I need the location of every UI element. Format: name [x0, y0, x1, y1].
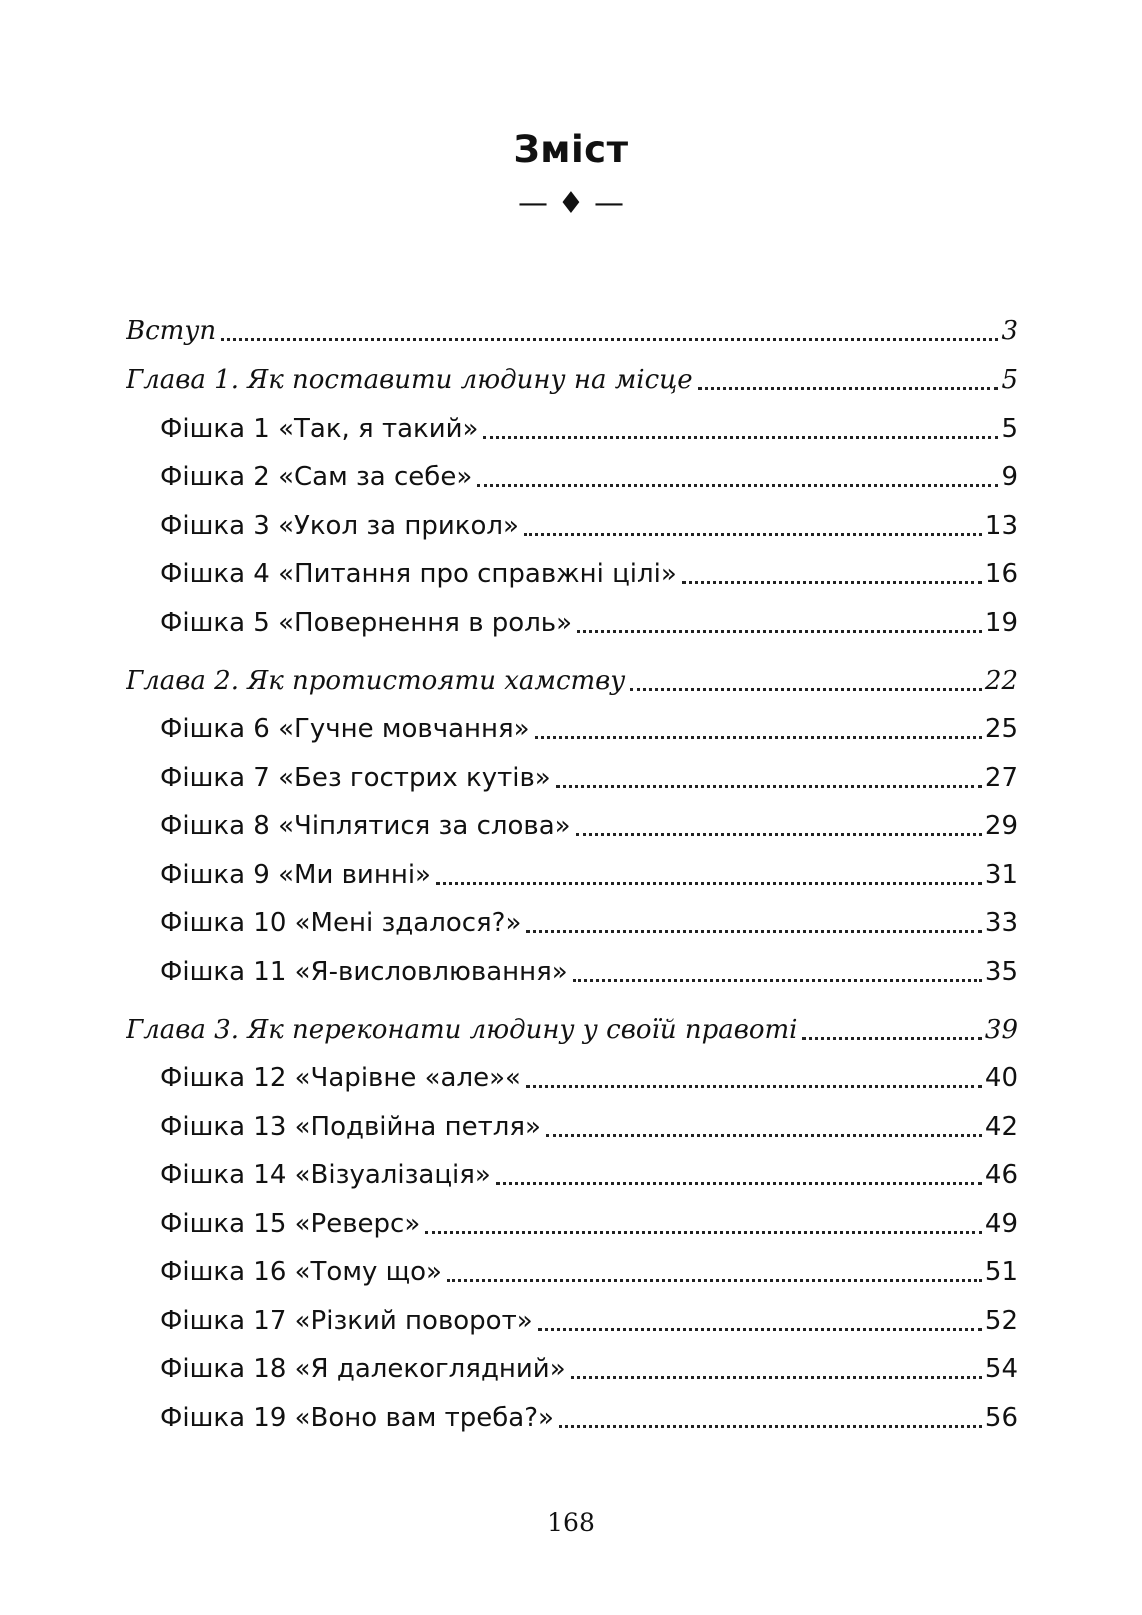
toc-entry-label: Фішка 3 «Укол за прикол» [160, 508, 521, 544]
dot-leader [538, 1328, 982, 1331]
toc-entry-label: Фішка 4 «Питання про справжні цілі» [160, 556, 679, 592]
toc-entry-label: Фішка 19 «Воно вам треба?» [160, 1400, 556, 1436]
toc-item-entry[interactable] [126, 544, 1018, 593]
toc-item-entry[interactable] [126, 1048, 1018, 1097]
toc-entry-label: Фішка 15 «Реверс» [160, 1206, 422, 1242]
toc-entry-page: 39 [984, 1014, 1018, 1045]
dot-leader [447, 1279, 982, 1282]
page-title: Зміст [513, 128, 629, 171]
toc-item-entry[interactable] [126, 1145, 1018, 1194]
toc-item-entry[interactable] [126, 1339, 1018, 1388]
toc-entry-page: 52 [984, 1305, 1018, 1336]
toc-entry-page: 46 [984, 1160, 1018, 1190]
toc-entry-page: 9 [1001, 462, 1018, 492]
toc-entry-page: 33 [984, 908, 1018, 938]
toc-item-entry[interactable] [126, 1193, 1018, 1242]
dot-leader [477, 484, 998, 487]
toc-item-entry[interactable] [126, 699, 1018, 748]
toc-entry-label: Глава 3. Як переконати людину у своїй правоті [126, 1012, 799, 1048]
toc-entry-page: 31 [984, 859, 1018, 890]
toc-entry-page: 16 [984, 559, 1018, 589]
toc-entry-label: Фішка 12 «Чарівне «але»« [160, 1060, 523, 1096]
dot-leader [425, 1231, 982, 1234]
dot-leader [526, 930, 982, 933]
toc-item-entry[interactable] [126, 941, 1018, 990]
toc-chapter-entry[interactable] [126, 641, 1018, 699]
toc-item-entry[interactable] [126, 495, 1018, 544]
dot-leader [573, 979, 982, 982]
toc-entry-page: 27 [984, 762, 1018, 793]
dot-leader [698, 387, 999, 390]
toc-entry-page: 54 [984, 1354, 1018, 1384]
toc-entry-label: Фішка 9 «Ми винні» [160, 857, 433, 893]
toc-entry-label: Фішка 14 «Візуалізація» [160, 1157, 493, 1193]
toc-entry-page: 22 [984, 665, 1018, 696]
toc-entry-page: 51 [984, 1257, 1018, 1287]
dot-leader [802, 1037, 981, 1040]
toc-entry-page: 35 [984, 956, 1018, 987]
toc-item-entry[interactable] [126, 592, 1018, 641]
toc-entry-label: Глава 1. Як поставити людину на місце [126, 362, 695, 398]
page-number: 168 [547, 1508, 595, 1537]
toc-entry-page: 19 [984, 607, 1018, 638]
dot-leader [524, 533, 982, 536]
toc-entry-label: Фішка 1 «Так, я такий» [160, 411, 480, 447]
toc-item-entry[interactable] [126, 1096, 1018, 1145]
title-ornament: — ♦ — [518, 186, 624, 221]
toc-entry-label: Фішка 18 «Я далекоглядний» [160, 1351, 568, 1387]
dot-leader [526, 1085, 982, 1088]
toc-entry-label: Вступ [126, 313, 218, 349]
dot-leader [556, 785, 982, 788]
toc-entry-label: Фішка 6 «Гучне мовчання» [160, 711, 532, 747]
toc-item-entry[interactable] [126, 1387, 1018, 1436]
toc-entry-label: Фішка 2 «Сам за себе» [160, 459, 474, 495]
table-of-contents [126, 312, 1018, 1436]
dot-leader [577, 630, 982, 633]
toc-entry-page: 3 [1001, 316, 1018, 346]
toc-item-entry[interactable] [126, 1290, 1018, 1339]
dot-leader [576, 833, 982, 836]
toc-item-entry[interactable] [126, 747, 1018, 796]
dot-leader [535, 736, 982, 739]
dot-leader [436, 882, 982, 885]
toc-entry-label: Фішка 5 «Повернення в роль» [160, 605, 574, 641]
toc-entry-label: Фішка 7 «Без гострих кутів» [160, 760, 553, 796]
dot-leader [682, 581, 982, 584]
dot-leader [559, 1425, 982, 1428]
dot-leader [630, 688, 982, 691]
toc-item-entry[interactable] [126, 893, 1018, 942]
dot-leader [483, 436, 998, 439]
toc-entry-page: 29 [984, 811, 1018, 841]
toc-entry-page: 25 [984, 714, 1018, 744]
toc-item-entry[interactable] [126, 844, 1018, 893]
toc-item-entry[interactable] [126, 1242, 1018, 1291]
toc-entry-page: 49 [984, 1208, 1018, 1239]
toc-entry-label: Глава 2. Як протистояти хамству [126, 663, 627, 699]
dot-leader [546, 1134, 982, 1137]
toc-item-entry[interactable] [126, 398, 1018, 447]
toc-chapter-entry[interactable] [126, 349, 1018, 398]
dot-leader [496, 1182, 982, 1185]
toc-entry-label: Фішка 11 «Я-висловлювання» [160, 954, 570, 990]
toc-entry-page: 5 [1001, 365, 1018, 395]
toc-entry-page: 13 [984, 510, 1018, 541]
toc-chapter-entry[interactable] [126, 312, 1018, 349]
toc-entry-label: Фішка 17 «Різкий поворот» [160, 1303, 535, 1339]
dot-leader [221, 338, 998, 341]
toc-item-entry[interactable] [126, 447, 1018, 496]
toc-entry-page: 56 [984, 1402, 1018, 1433]
dot-leader [571, 1376, 982, 1379]
toc-entry-label: Фішка 13 «Подвійна петля» [160, 1109, 543, 1145]
toc-entry-page: 40 [984, 1063, 1018, 1093]
toc-entry-label: Фішка 16 «Тому що» [160, 1254, 444, 1290]
toc-entry-label: Фішка 8 «Чіплятися за слова» [160, 808, 573, 844]
toc-chapter-entry[interactable] [126, 990, 1018, 1048]
toc-entry-page: 5 [1001, 413, 1018, 444]
toc-entry-label: Фішка 10 «Мені здалося?» [160, 905, 523, 941]
toc-entry-page: 42 [984, 1111, 1018, 1142]
toc-item-entry[interactable] [126, 796, 1018, 845]
